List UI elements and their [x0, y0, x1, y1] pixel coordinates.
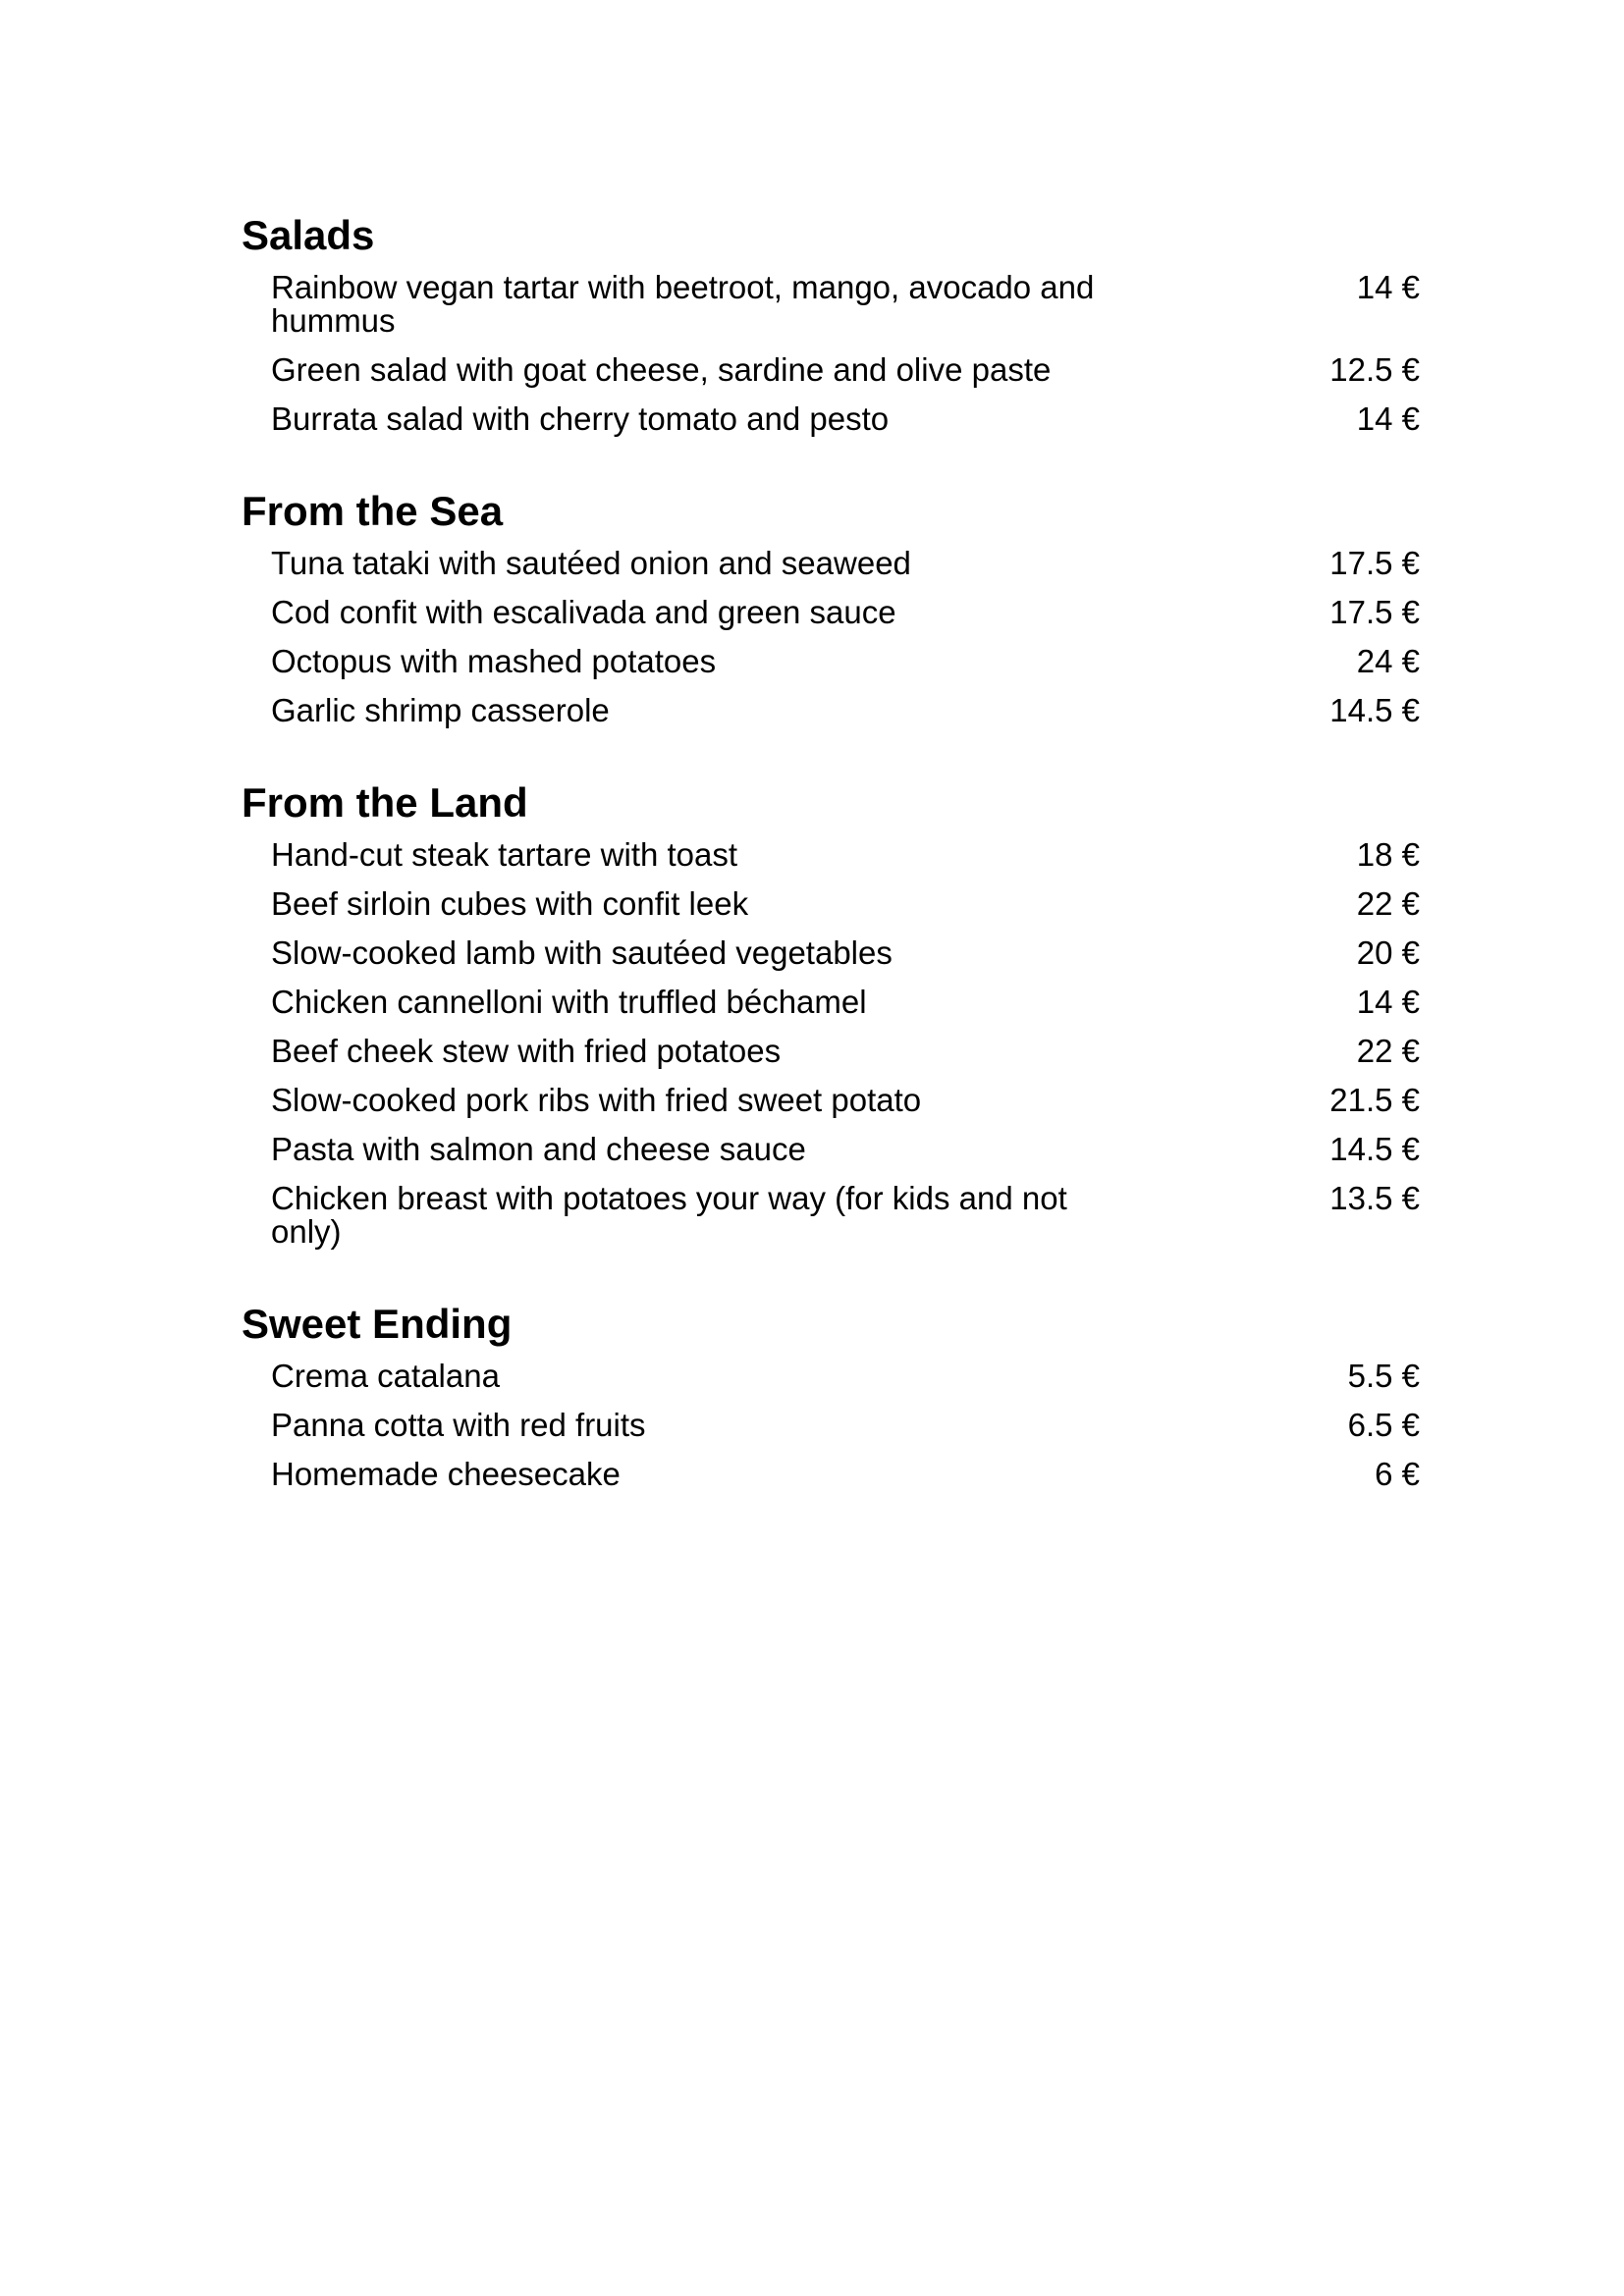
menu-item-price: 5.5 €	[1347, 1358, 1420, 1394]
menu-item-name: Cod confit with escalivada and green sauce	[271, 594, 896, 630]
menu-item-name: Chicken breast with potatoes your way (for kids and not only)	[271, 1180, 1067, 1250]
menu-item	[242, 1035, 1420, 1068]
menu-item-list	[242, 271, 1420, 436]
menu-item-price: 17.5 €	[1329, 594, 1420, 630]
menu-item-price: 20 €	[1356, 934, 1420, 971]
menu-item-price: 22 €	[1356, 885, 1420, 922]
menu-item-price: 14.5 €	[1329, 1131, 1420, 1167]
menu-item	[242, 271, 1420, 338]
menu-item-price: 6 €	[1375, 1456, 1420, 1492]
section-title: From the Sea	[242, 488, 504, 534]
menu-item-list	[242, 547, 1420, 727]
menu-item-price: 13.5 €	[1329, 1180, 1420, 1216]
menu-item	[242, 1133, 1420, 1166]
menu-item	[242, 887, 1420, 921]
menu-item	[242, 1360, 1420, 1393]
menu-item-name: Slow-cooked lamb with sautéed vegetables	[271, 934, 893, 971]
section-from-the-sea	[242, 488, 1420, 727]
menu-item	[242, 1458, 1420, 1491]
menu-item-price: 12.5 €	[1329, 351, 1420, 388]
menu-item	[242, 838, 1420, 872]
menu-item	[242, 936, 1420, 970]
menu-item-name: Rainbow vegan tartar with beetroot, mango, avocado and hummus	[271, 269, 1095, 339]
menu-item-name: Chicken cannelloni with truffled béchamel	[271, 984, 867, 1020]
menu-item-price: 17.5 €	[1329, 545, 1420, 581]
menu-item	[242, 353, 1420, 387]
menu-item-name: Hand-cut steak tartare with toast	[271, 836, 738, 873]
menu-item	[242, 1409, 1420, 1442]
menu-item	[242, 694, 1420, 727]
menu-item-name: Octopus with mashed potatoes	[271, 643, 717, 679]
menu-item-name: Slow-cooked pork ribs with fried sweet potato	[271, 1082, 922, 1118]
menu-item-price: 22 €	[1356, 1033, 1420, 1069]
menu-item-name: Garlic shrimp casserole	[271, 692, 610, 728]
menu-item-price: 6.5 €	[1347, 1407, 1420, 1443]
section-title: Salads	[242, 212, 375, 258]
menu-item-list	[242, 838, 1420, 1249]
menu-item-price: 14 €	[1356, 984, 1420, 1020]
menu-item-price: 24 €	[1356, 643, 1420, 679]
menu-item	[242, 986, 1420, 1019]
section-sweet-ending	[242, 1301, 1420, 1491]
menu-item-name: Burrata salad with cherry tomato and pesto	[271, 400, 890, 437]
menu-item-price: 14.5 €	[1329, 692, 1420, 728]
menu-item-price: 18 €	[1356, 836, 1420, 873]
menu-item	[242, 645, 1420, 678]
menu-item-list	[242, 1360, 1420, 1491]
section-salads	[242, 212, 1420, 436]
section-title: From the Land	[242, 779, 528, 826]
menu-item	[242, 402, 1420, 436]
menu-item-name: Pasta with salmon and cheese sauce	[271, 1131, 806, 1167]
menu-item-name: Homemade cheesecake	[271, 1456, 621, 1492]
menu	[242, 212, 1420, 1543]
menu-item	[242, 1084, 1420, 1117]
menu-item-name: Crema catalana	[271, 1358, 500, 1394]
menu-item-name: Beef sirloin cubes with confit leek	[271, 885, 749, 922]
menu-item	[242, 547, 1420, 580]
menu-item-name: Tuna tataki with sautéed onion and seaweed	[271, 545, 911, 581]
menu-item-price: 14 €	[1356, 400, 1420, 437]
menu-item-name: Green salad with goat cheese, sardine and olive paste	[271, 351, 1052, 388]
section-title: Sweet Ending	[242, 1301, 513, 1347]
menu-item-price: 14 €	[1356, 269, 1420, 305]
section-from-the-land	[242, 779, 1420, 1249]
menu-item-name: Beef cheek stew with fried potatoes	[271, 1033, 782, 1069]
menu-item	[242, 596, 1420, 629]
menu-item-name: Panna cotta with red fruits	[271, 1407, 646, 1443]
menu-item	[242, 1182, 1420, 1249]
menu-item-price: 21.5 €	[1329, 1082, 1420, 1118]
